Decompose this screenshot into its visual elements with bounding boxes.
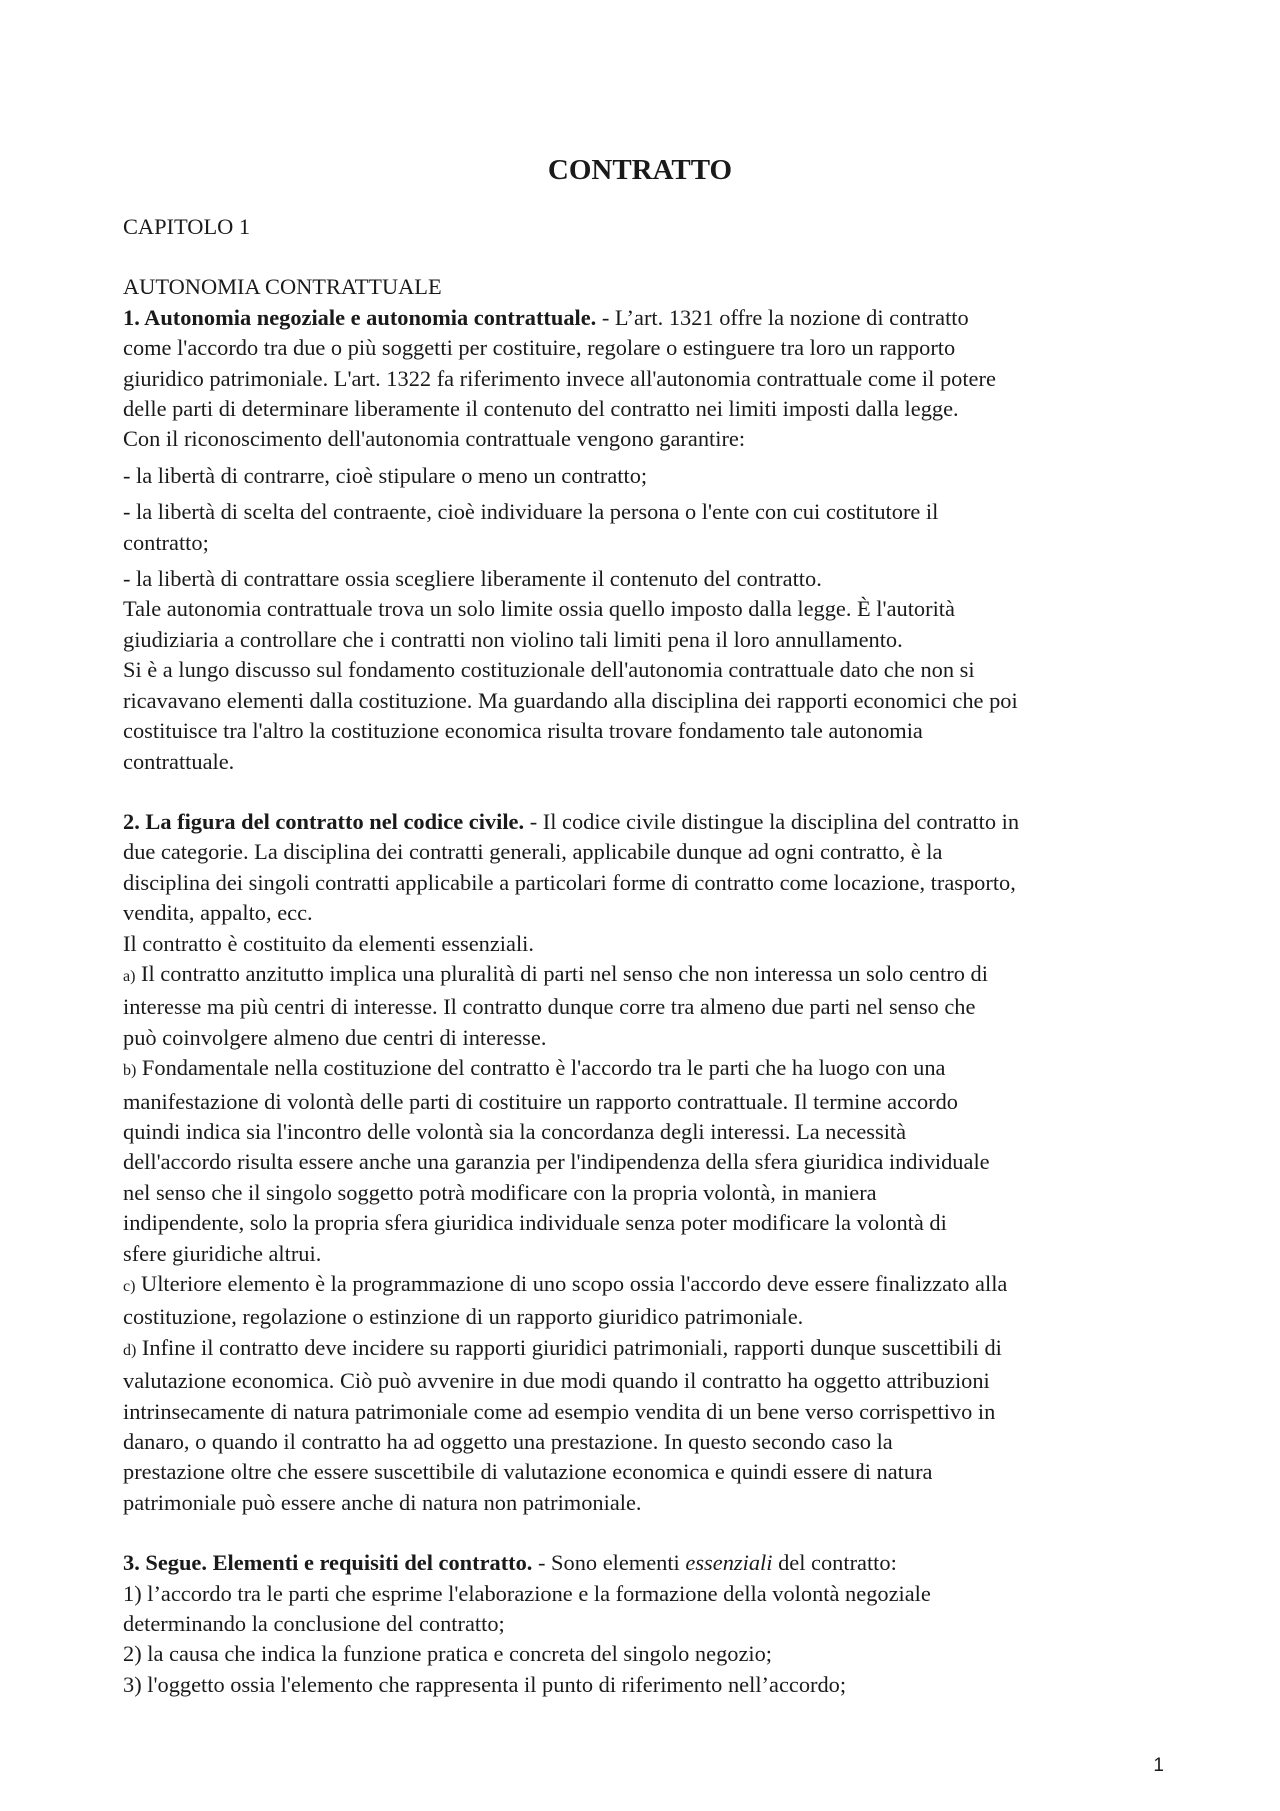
section-2-line: interesse ma più centri di interesse. Il contratto dunque corre tra almeno due parti nel senso che [123, 994, 976, 1020]
section-2-line: indipendente, solo la propria sfera giuridica individuale senza poter modificare la volontà di [123, 1210, 947, 1236]
section-1-line: giudiziaria a controllare che i contratti non violino tali limiti pena il loro annullamento. [123, 626, 903, 652]
section-2-line: prestazione oltre che essere suscettibile di valutazione economica e quindi essere di natura [123, 1459, 933, 1485]
list-marker: a) [123, 967, 136, 985]
section-1-line: come l'accordo tra due o più soggetti per costituire, regolare o estinguere tra loro un rapporto [123, 335, 956, 361]
section-1-line: 1. Autonomia negoziale e autonomia contrattuale. - L’art. 1321 offre la nozione di contratto [123, 304, 969, 330]
list-item-d: d) Infine il contratto deve incidere su rapporti giuridici patrimoniali, rapporti dunque suscettibili di [123, 1334, 1002, 1360]
section-1-line: delle parti di determinare liberamente il contenuto del contratto nei limiti imposti dalla legge. [123, 396, 959, 422]
section-2-line: danaro, o quando il contratto ha ad oggetto una prestazione. In questo secondo caso la [123, 1429, 893, 1455]
bullet-item: - la libertà di scelta del contraente, cioè individuare la persona o l'ente con cui costitutore il [123, 499, 939, 525]
list-item-a: a) Il contratto anzitutto implica una pluralità di parti nel senso che non interessa un solo centro di [123, 960, 988, 986]
section-2-line: nel senso che il singolo soggetto potrà modificare con la propria volontà, in maniera [123, 1179, 877, 1205]
section-1-line: ricavavano elementi dalla costituzione. Ma guardando alla disciplina dei rapporti economici che poi [123, 687, 1018, 713]
document-title: CONTRATTO [547, 154, 733, 186]
section-2-line: sfere giuridiche altrui. [123, 1240, 322, 1266]
section-3-line: 3. Segue. Elementi e requisiti del contratto. - Sono elementi essenziali del contratto: [123, 1550, 897, 1576]
section-2-line: manifestazione di volontà delle parti di costituire un rapporto contrattuale. Il termine accordo [123, 1088, 958, 1114]
chapter-label: CAPITOLO 1 [123, 214, 251, 239]
list-item-b: b) Fondamentale nella costituzione del contratto è l'accordo tra le parti che ha luogo con una [123, 1055, 946, 1081]
section-2-heading: 2. La figura del contratto nel codice civile. [123, 808, 525, 834]
section-1-heading: 1. Autonomia negoziale e autonomia contrattuale. [123, 304, 597, 330]
section-2-line: intrinsecamente di natura patrimoniale come ad esempio vendita di un bene verso corrispettivo in [123, 1398, 996, 1424]
section-2-line: due categorie. La disciplina dei contratti generali, applicabile dunque ad ogni contratto, è la [123, 839, 943, 865]
numbered-item: 2) la causa che indica la funzione pratica e concreta del singolo negozio; [123, 1641, 773, 1667]
section-2-line: disciplina dei singoli contratti applicabile a particolari forme di contratto come locazione, trasporto, [123, 869, 1016, 895]
chapter-title: AUTONOMIA CONTRATTUALE [123, 274, 442, 300]
section-1-line: Si è a lungo discusso sul fondamento costituzionale dell'autonomia contrattuale dato che non si [123, 657, 975, 683]
spacer [123, 1518, 1183, 1548]
section-2-line: vendita, appalto, ecc. [123, 900, 313, 926]
section-2-line: può coinvolgere almeno due centri di interesse. [123, 1024, 547, 1050]
numbered-item: 3) l'oggetto ossia l'elemento che rappresenta il punto di riferimento nell’accordo; [123, 1671, 847, 1697]
section-1-line: costituisce tra l'altro la costituzione economica risulta trovare fondamento tale autonomia [123, 718, 923, 744]
section-2-line: dell'accordo risulta essere anche una garanzia per l'indipendenza della sfera giuridica individuale [123, 1149, 990, 1175]
numbered-item: 1) l’accordo tra le parti che esprime l'elaborazione e la formazione della volontà negoziale [123, 1580, 931, 1606]
list-item-c: c) Ulteriore elemento è la programmazione di uno scopo ossia l'accordo deve essere finalizzato alla [123, 1271, 1008, 1296]
list-marker: d) [123, 1341, 137, 1359]
section-2-line: costituzione, regolazione o estinzione di un rapporto giuridico patrimoniale. [123, 1304, 804, 1330]
bullet-item: - la libertà di contrarre, cioè stipulare o meno un contratto; [123, 462, 648, 488]
section-1-line: contrattuale. [123, 748, 235, 774]
section-2-line: Il contratto è costituito da elementi essenziali. [123, 930, 534, 956]
section-1-line: Con il riconoscimento dell'autonomia contrattuale vengono garantire: [123, 426, 746, 452]
section-1-line: Tale autonomia contrattuale trova un solo limite ossia quello imposto dalla legge. È l'autorità [123, 596, 955, 622]
section-1-line: giuridico patrimoniale. L'art. 1322 fa riferimento invece all'autonomia contrattuale come il potere [123, 365, 996, 391]
spacer [123, 242, 1183, 272]
numbered-item-cont: determinando la conclusione del contratto; [123, 1611, 505, 1637]
section-2-line: 2. La figura del contratto nel codice civile. - Il codice civile distingue la disciplina del contratto in [123, 808, 1020, 834]
section-3-heading: 3. Segue. Elementi e requisiti del contratto. [123, 1550, 533, 1576]
page-number: 1 [1153, 1755, 1164, 1776]
document-body [123, 212, 1183, 1700]
list-marker: b) [123, 1062, 137, 1080]
section-2-line: valutazione economica. Ciò può avvenire in due modi quando il contratto ha oggetto attribuzioni [123, 1368, 990, 1394]
section-2-line: quindi indica sia l'incontro delle volontà sia la concordanza degli interessi. La necessità [123, 1118, 907, 1144]
bullet-item: - la libertà di contrattare ossia scegliere liberamente il contenuto del contratto. [123, 566, 822, 592]
emphasis: essenziali [685, 1550, 773, 1576]
list-marker: c) [123, 1278, 136, 1295]
bullet-item-cont: contratto; [123, 529, 209, 555]
spacer [123, 777, 1183, 807]
section-2-line: patrimoniale può essere anche di natura non patrimoniale. [123, 1489, 642, 1515]
